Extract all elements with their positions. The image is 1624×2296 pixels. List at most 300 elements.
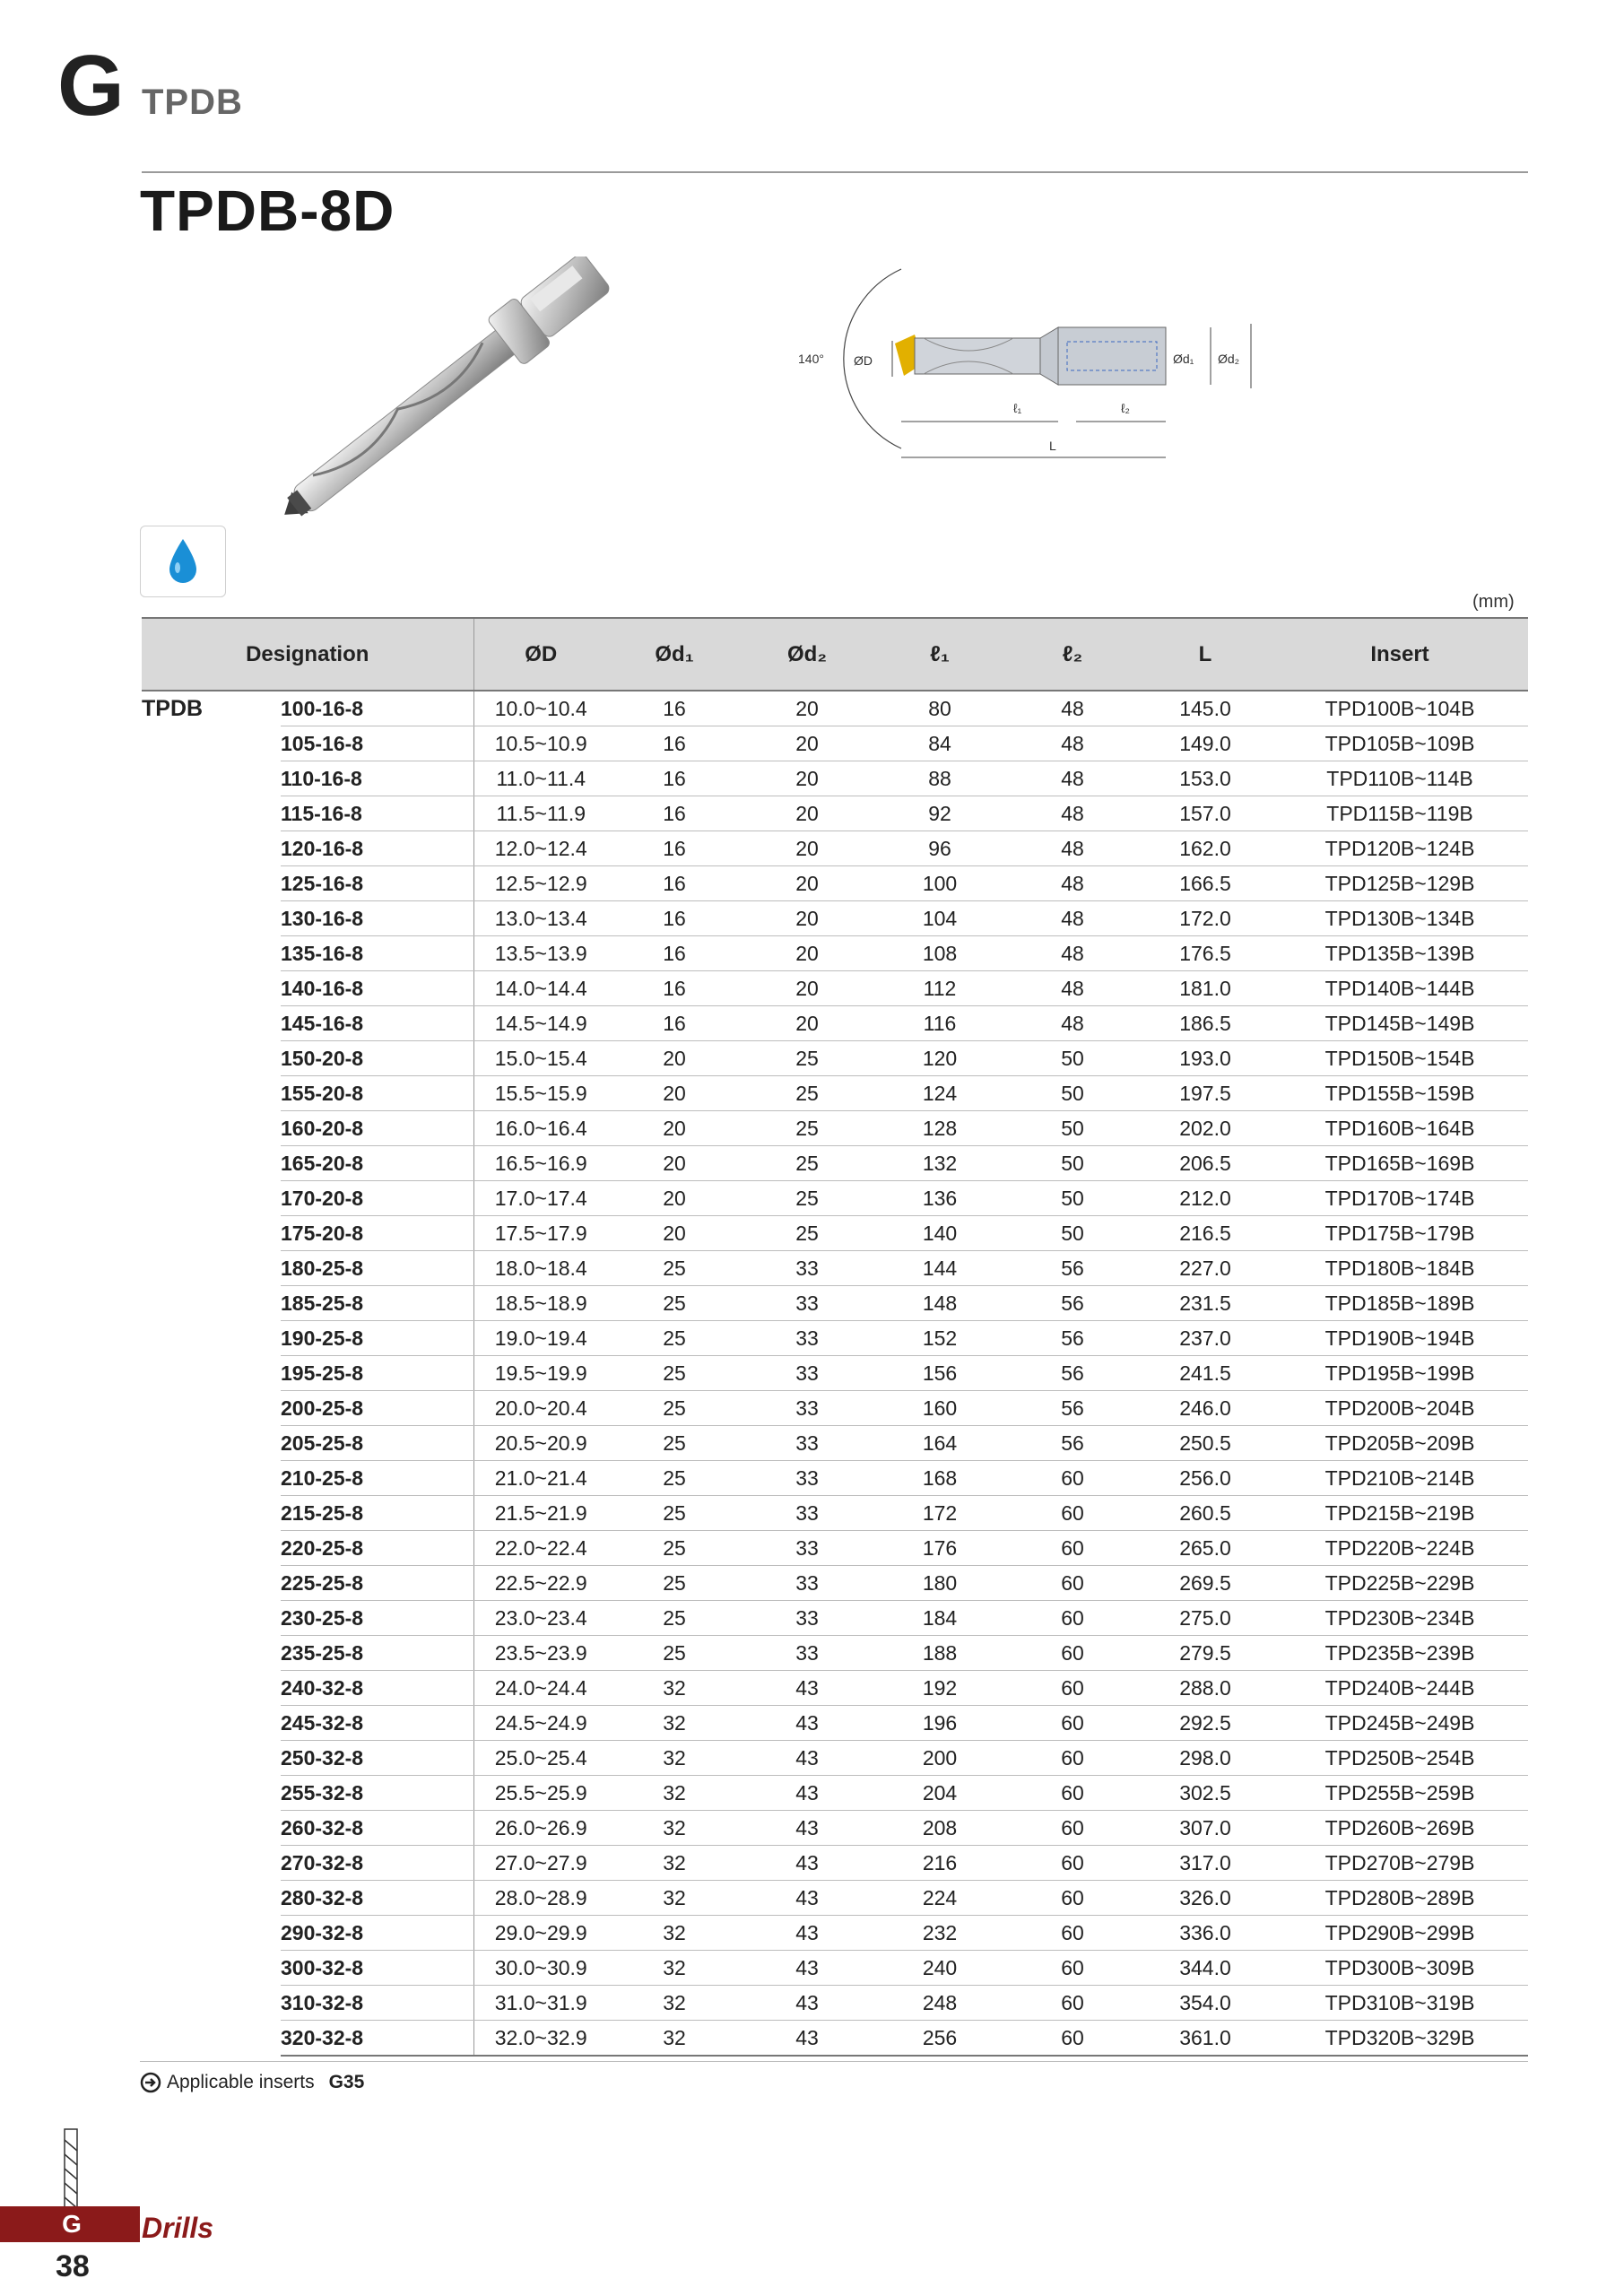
l1-cell: 232 bbox=[873, 1916, 1006, 1951]
dia-cell: 20.5~20.9 bbox=[473, 1426, 608, 1461]
dia-cell: 19.0~19.4 bbox=[473, 1321, 608, 1356]
l1-cell: 80 bbox=[873, 691, 1006, 726]
model-cell: 125-16-8 bbox=[281, 866, 473, 901]
d1-cell: 16 bbox=[608, 936, 741, 971]
L-cell: 256.0 bbox=[1139, 1461, 1272, 1496]
dia-cell: 14.5~14.9 bbox=[473, 1006, 608, 1041]
table-row bbox=[142, 1846, 1528, 1881]
l2-cell: 60 bbox=[1006, 1986, 1139, 2021]
l2-cell: 48 bbox=[1006, 936, 1139, 971]
l1-cell: 256 bbox=[873, 2021, 1006, 2057]
d2-cell: 33 bbox=[741, 1321, 873, 1356]
l1-cell: 140 bbox=[873, 1216, 1006, 1251]
insert-cell: TPD110B~114B bbox=[1272, 761, 1528, 796]
dim-d2-label: Ød₂ bbox=[1218, 352, 1240, 366]
d2-cell: 43 bbox=[741, 1986, 873, 2021]
L-cell: 193.0 bbox=[1139, 1041, 1272, 1076]
d2-cell: 33 bbox=[741, 1426, 873, 1461]
d1-cell: 16 bbox=[608, 796, 741, 831]
l1-cell: 248 bbox=[873, 1986, 1006, 2021]
model-cell: 190-25-8 bbox=[281, 1321, 473, 1356]
table-row bbox=[142, 1251, 1528, 1286]
L-cell: 162.0 bbox=[1139, 831, 1272, 866]
d2-cell: 33 bbox=[741, 1531, 873, 1566]
series-cell bbox=[142, 971, 281, 1006]
model-cell: 245-32-8 bbox=[281, 1706, 473, 1741]
series-cell bbox=[142, 2021, 281, 2057]
dia-cell: 24.5~24.9 bbox=[473, 1706, 608, 1741]
d2-cell: 33 bbox=[741, 1461, 873, 1496]
L-cell: 275.0 bbox=[1139, 1601, 1272, 1636]
table-row bbox=[142, 1706, 1528, 1741]
dia-cell: 16.5~16.9 bbox=[473, 1146, 608, 1181]
l2-cell: 60 bbox=[1006, 1951, 1139, 1986]
series-cell bbox=[142, 1321, 281, 1356]
insert-cell: TPD225B~229B bbox=[1272, 1566, 1528, 1601]
insert-cell: TPD125B~129B bbox=[1272, 866, 1528, 901]
L-cell: 145.0 bbox=[1139, 691, 1272, 726]
d1-cell: 25 bbox=[608, 1321, 741, 1356]
d2-cell: 25 bbox=[741, 1041, 873, 1076]
dia-cell: 13.0~13.4 bbox=[473, 901, 608, 936]
d1-cell: 16 bbox=[608, 831, 741, 866]
l2-cell: 60 bbox=[1006, 1916, 1139, 1951]
header-l1: ℓ₁ bbox=[873, 618, 1006, 691]
header-d1: Ød₁ bbox=[608, 618, 741, 691]
series-cell bbox=[142, 1951, 281, 1986]
model-cell: 230-25-8 bbox=[281, 1601, 473, 1636]
dia-cell: 13.5~13.9 bbox=[473, 936, 608, 971]
model-cell: 110-16-8 bbox=[281, 761, 473, 796]
model-cell: 105-16-8 bbox=[281, 726, 473, 761]
table-row bbox=[142, 1006, 1528, 1041]
insert-cell: TPD310B~319B bbox=[1272, 1986, 1528, 2021]
l2-cell: 48 bbox=[1006, 761, 1139, 796]
d2-cell: 33 bbox=[741, 1391, 873, 1426]
insert-cell: TPD185B~189B bbox=[1272, 1286, 1528, 1321]
d2-cell: 20 bbox=[741, 971, 873, 1006]
l2-cell: 56 bbox=[1006, 1251, 1139, 1286]
series-cell bbox=[142, 796, 281, 831]
table-row bbox=[142, 1181, 1528, 1216]
table-row bbox=[142, 1916, 1528, 1951]
d1-cell: 25 bbox=[608, 1426, 741, 1461]
L-cell: 292.5 bbox=[1139, 1706, 1272, 1741]
d1-cell: 25 bbox=[608, 1496, 741, 1531]
d1-cell: 25 bbox=[608, 1531, 741, 1566]
L-cell: 206.5 bbox=[1139, 1146, 1272, 1181]
d1-cell: 32 bbox=[608, 1811, 741, 1846]
series-cell bbox=[142, 1146, 281, 1181]
table-row bbox=[142, 971, 1528, 1006]
series-cell bbox=[142, 1216, 281, 1251]
dia-cell: 32.0~32.9 bbox=[473, 2021, 608, 2057]
model-cell: 310-32-8 bbox=[281, 1986, 473, 2021]
L-cell: 354.0 bbox=[1139, 1986, 1272, 2021]
series-cell bbox=[142, 1881, 281, 1916]
table-row bbox=[142, 761, 1528, 796]
insert-cell: TPD165B~169B bbox=[1272, 1146, 1528, 1181]
model-cell: 170-20-8 bbox=[281, 1181, 473, 1216]
header-insert: Insert bbox=[1272, 618, 1528, 691]
insert-cell: TPD250B~254B bbox=[1272, 1741, 1528, 1776]
section-name: TPDB bbox=[142, 83, 243, 122]
L-cell: 241.5 bbox=[1139, 1356, 1272, 1391]
L-cell: 212.0 bbox=[1139, 1181, 1272, 1216]
dim-L-label: L bbox=[1049, 439, 1056, 453]
model-cell: 195-25-8 bbox=[281, 1356, 473, 1391]
coolant-badge bbox=[140, 526, 226, 597]
l1-cell: 168 bbox=[873, 1461, 1006, 1496]
insert-cell: TPD205B~209B bbox=[1272, 1426, 1528, 1461]
table-row bbox=[142, 1881, 1528, 1916]
d1-cell: 16 bbox=[608, 1006, 741, 1041]
d1-cell: 16 bbox=[608, 761, 741, 796]
d2-cell: 20 bbox=[741, 761, 873, 796]
d2-cell: 43 bbox=[741, 1741, 873, 1776]
L-cell: 298.0 bbox=[1139, 1741, 1272, 1776]
page-number: 38 bbox=[56, 2249, 90, 2283]
l1-cell: 128 bbox=[873, 1111, 1006, 1146]
insert-cell: TPD170B~174B bbox=[1272, 1181, 1528, 1216]
d1-cell: 32 bbox=[608, 1846, 741, 1881]
d2-cell: 20 bbox=[741, 831, 873, 866]
d1-cell: 32 bbox=[608, 1951, 741, 1986]
insert-cell: TPD130B~134B bbox=[1272, 901, 1528, 936]
arrow-circle-icon bbox=[140, 2072, 161, 2093]
series-cell bbox=[142, 726, 281, 761]
L-cell: 246.0 bbox=[1139, 1391, 1272, 1426]
l2-cell: 48 bbox=[1006, 866, 1139, 901]
dia-cell: 10.0~10.4 bbox=[473, 691, 608, 726]
L-cell: 166.5 bbox=[1139, 866, 1272, 901]
series-cell bbox=[142, 1916, 281, 1951]
model-cell: 150-20-8 bbox=[281, 1041, 473, 1076]
l1-cell: 112 bbox=[873, 971, 1006, 1006]
insert-cell: TPD100B~104B bbox=[1272, 691, 1528, 726]
series-cell bbox=[142, 1601, 281, 1636]
l2-cell: 56 bbox=[1006, 1426, 1139, 1461]
header-designation: Designation bbox=[142, 618, 473, 691]
table-row bbox=[142, 1041, 1528, 1076]
d1-cell: 25 bbox=[608, 1286, 741, 1321]
dia-cell: 27.0~27.9 bbox=[473, 1846, 608, 1881]
header-d2: Ød₂ bbox=[741, 618, 873, 691]
insert-cell: TPD160B~164B bbox=[1272, 1111, 1528, 1146]
series-cell bbox=[142, 1286, 281, 1321]
insert-cell: TPD230B~234B bbox=[1272, 1601, 1528, 1636]
l2-cell: 56 bbox=[1006, 1391, 1139, 1426]
insert-cell: TPD120B~124B bbox=[1272, 831, 1528, 866]
L-cell: 181.0 bbox=[1139, 971, 1272, 1006]
table-row bbox=[142, 936, 1528, 971]
d2-cell: 43 bbox=[741, 1776, 873, 1811]
insert-cell: TPD290B~299B bbox=[1272, 1916, 1528, 1951]
table-row bbox=[142, 1531, 1528, 1566]
dim-d1-label: Ød₁ bbox=[1173, 352, 1194, 366]
table-row bbox=[142, 726, 1528, 761]
dia-cell: 28.0~28.9 bbox=[473, 1881, 608, 1916]
insert-cell: TPD235B~239B bbox=[1272, 1636, 1528, 1671]
table-row bbox=[142, 1391, 1528, 1426]
d1-cell: 20 bbox=[608, 1111, 741, 1146]
series-cell bbox=[142, 1076, 281, 1111]
series-cell bbox=[142, 1391, 281, 1426]
table-row bbox=[142, 1636, 1528, 1671]
l2-cell: 50 bbox=[1006, 1111, 1139, 1146]
insert-cell: TPD135B~139B bbox=[1272, 936, 1528, 971]
spec-table bbox=[142, 617, 1528, 2057]
model-cell: 250-32-8 bbox=[281, 1741, 473, 1776]
d2-cell: 25 bbox=[741, 1146, 873, 1181]
d1-cell: 25 bbox=[608, 1636, 741, 1671]
d2-cell: 33 bbox=[741, 1356, 873, 1391]
l1-cell: 104 bbox=[873, 901, 1006, 936]
table-header-row bbox=[142, 618, 1528, 691]
dim-D-label: ØD bbox=[854, 353, 873, 368]
d1-cell: 32 bbox=[608, 1741, 741, 1776]
l2-cell: 56 bbox=[1006, 1356, 1139, 1391]
dia-cell: 24.0~24.4 bbox=[473, 1671, 608, 1706]
L-cell: 176.5 bbox=[1139, 936, 1272, 971]
d2-cell: 43 bbox=[741, 1706, 873, 1741]
d1-cell: 32 bbox=[608, 1881, 741, 1916]
model-cell: 260-32-8 bbox=[281, 1811, 473, 1846]
insert-cell: TPD115B~119B bbox=[1272, 796, 1528, 831]
l2-cell: 48 bbox=[1006, 1006, 1139, 1041]
table-row bbox=[142, 1811, 1528, 1846]
series-cell bbox=[142, 1496, 281, 1531]
L-cell: 336.0 bbox=[1139, 1916, 1272, 1951]
model-cell: 140-16-8 bbox=[281, 971, 473, 1006]
series-cell bbox=[142, 1251, 281, 1286]
l2-cell: 48 bbox=[1006, 796, 1139, 831]
insert-cell: TPD175B~179B bbox=[1272, 1216, 1528, 1251]
l2-cell: 50 bbox=[1006, 1076, 1139, 1111]
d1-cell: 25 bbox=[608, 1461, 741, 1496]
L-cell: 250.5 bbox=[1139, 1426, 1272, 1461]
L-cell: 344.0 bbox=[1139, 1951, 1272, 1986]
l2-cell: 60 bbox=[1006, 1566, 1139, 1601]
d1-cell: 25 bbox=[608, 1601, 741, 1636]
l1-cell: 176 bbox=[873, 1531, 1006, 1566]
L-cell: 227.0 bbox=[1139, 1251, 1272, 1286]
d2-cell: 25 bbox=[741, 1216, 873, 1251]
insert-cell: TPD190B~194B bbox=[1272, 1321, 1528, 1356]
model-cell: 130-16-8 bbox=[281, 901, 473, 936]
l2-cell: 50 bbox=[1006, 1041, 1139, 1076]
model-cell: 300-32-8 bbox=[281, 1951, 473, 1986]
insert-cell: TPD105B~109B bbox=[1272, 726, 1528, 761]
d1-cell: 25 bbox=[608, 1566, 741, 1601]
model-cell: 115-16-8 bbox=[281, 796, 473, 831]
d1-cell: 20 bbox=[608, 1216, 741, 1251]
l1-cell: 100 bbox=[873, 866, 1006, 901]
L-cell: 149.0 bbox=[1139, 726, 1272, 761]
series-cell bbox=[142, 1426, 281, 1461]
L-cell: 302.5 bbox=[1139, 1776, 1272, 1811]
d2-cell: 25 bbox=[741, 1181, 873, 1216]
model-cell: 165-20-8 bbox=[281, 1146, 473, 1181]
d2-cell: 33 bbox=[741, 1496, 873, 1531]
l2-cell: 60 bbox=[1006, 1636, 1139, 1671]
l2-cell: 60 bbox=[1006, 1496, 1139, 1531]
footnote-page-ref[interactable]: G35 bbox=[328, 2072, 365, 2092]
dia-cell: 16.0~16.4 bbox=[473, 1111, 608, 1146]
series-cell bbox=[142, 1846, 281, 1881]
L-cell: 361.0 bbox=[1139, 2021, 1272, 2057]
l1-cell: 124 bbox=[873, 1076, 1006, 1111]
model-cell: 270-32-8 bbox=[281, 1846, 473, 1881]
l2-cell: 60 bbox=[1006, 1741, 1139, 1776]
model-cell: 290-32-8 bbox=[281, 1916, 473, 1951]
d2-cell: 43 bbox=[741, 1916, 873, 1951]
series-cell bbox=[142, 1706, 281, 1741]
l2-cell: 50 bbox=[1006, 1216, 1139, 1251]
L-cell: 197.5 bbox=[1139, 1076, 1272, 1111]
l1-cell: 116 bbox=[873, 1006, 1006, 1041]
d1-cell: 25 bbox=[608, 1356, 741, 1391]
dia-cell: 21.0~21.4 bbox=[473, 1461, 608, 1496]
insert-cell: TPD155B~159B bbox=[1272, 1076, 1528, 1111]
L-cell: 153.0 bbox=[1139, 761, 1272, 796]
l1-cell: 88 bbox=[873, 761, 1006, 796]
dia-cell: 11.0~11.4 bbox=[473, 761, 608, 796]
l2-cell: 60 bbox=[1006, 1671, 1139, 1706]
L-cell: 260.5 bbox=[1139, 1496, 1272, 1531]
l2-cell: 48 bbox=[1006, 831, 1139, 866]
d1-cell: 32 bbox=[608, 1671, 741, 1706]
dia-cell: 18.0~18.4 bbox=[473, 1251, 608, 1286]
l1-cell: 152 bbox=[873, 1321, 1006, 1356]
L-cell: 265.0 bbox=[1139, 1531, 1272, 1566]
l1-cell: 224 bbox=[873, 1881, 1006, 1916]
model-cell: 100-16-8 bbox=[281, 691, 473, 726]
l2-cell: 60 bbox=[1006, 1601, 1139, 1636]
model-cell: 185-25-8 bbox=[281, 1286, 473, 1321]
insert-cell: TPD270B~279B bbox=[1272, 1846, 1528, 1881]
model-cell: 225-25-8 bbox=[281, 1566, 473, 1601]
l1-cell: 192 bbox=[873, 1671, 1006, 1706]
l2-cell: 48 bbox=[1006, 901, 1139, 936]
l2-cell: 48 bbox=[1006, 726, 1139, 761]
d2-cell: 20 bbox=[741, 726, 873, 761]
d2-cell: 33 bbox=[741, 1636, 873, 1671]
table-row bbox=[142, 1461, 1528, 1496]
l2-cell: 48 bbox=[1006, 971, 1139, 1006]
series-cell bbox=[142, 1671, 281, 1706]
insert-cell: TPD210B~214B bbox=[1272, 1461, 1528, 1496]
dia-cell: 20.0~20.4 bbox=[473, 1391, 608, 1426]
dia-cell: 23.0~23.4 bbox=[473, 1601, 608, 1636]
table-row bbox=[142, 1426, 1528, 1461]
d2-cell: 43 bbox=[741, 1846, 873, 1881]
l1-cell: 84 bbox=[873, 726, 1006, 761]
L-cell: 202.0 bbox=[1139, 1111, 1272, 1146]
d1-cell: 25 bbox=[608, 1251, 741, 1286]
d1-cell: 20 bbox=[608, 1041, 741, 1076]
d1-cell: 20 bbox=[608, 1181, 741, 1216]
d2-cell: 33 bbox=[741, 1286, 873, 1321]
section-tab-letter[interactable]: G bbox=[0, 2206, 133, 2242]
table-row bbox=[142, 1671, 1528, 1706]
footnote bbox=[140, 2072, 364, 2093]
model-cell: 220-25-8 bbox=[281, 1531, 473, 1566]
d1-cell: 32 bbox=[608, 2021, 741, 2057]
d2-cell: 25 bbox=[741, 1111, 873, 1146]
l1-cell: 92 bbox=[873, 796, 1006, 831]
dia-cell: 29.0~29.9 bbox=[473, 1916, 608, 1951]
table-row bbox=[142, 1566, 1528, 1601]
series-cell bbox=[142, 1041, 281, 1076]
model-cell: 240-32-8 bbox=[281, 1671, 473, 1706]
insert-cell: TPD300B~309B bbox=[1272, 1951, 1528, 1986]
model-cell: 235-25-8 bbox=[281, 1636, 473, 1671]
dia-cell: 19.5~19.9 bbox=[473, 1356, 608, 1391]
table-row bbox=[142, 2021, 1528, 2057]
d1-cell: 16 bbox=[608, 866, 741, 901]
insert-cell: TPD245B~249B bbox=[1272, 1706, 1528, 1741]
l1-cell: 96 bbox=[873, 831, 1006, 866]
model-cell: 120-16-8 bbox=[281, 831, 473, 866]
d1-cell: 32 bbox=[608, 1916, 741, 1951]
section-tab-name[interactable]: Drills bbox=[142, 2212, 214, 2244]
series-cell bbox=[142, 831, 281, 866]
l1-cell: 172 bbox=[873, 1496, 1006, 1531]
series-cell bbox=[142, 1356, 281, 1391]
d2-cell: 20 bbox=[741, 901, 873, 936]
dia-cell: 22.0~22.4 bbox=[473, 1531, 608, 1566]
insert-cell: TPD320B~329B bbox=[1272, 2021, 1528, 2057]
model-cell: 280-32-8 bbox=[281, 1881, 473, 1916]
series-cell bbox=[142, 1566, 281, 1601]
l1-cell: 180 bbox=[873, 1566, 1006, 1601]
table-body bbox=[142, 691, 1528, 2056]
model-cell: 320-32-8 bbox=[281, 2021, 473, 2057]
dia-cell: 22.5~22.9 bbox=[473, 1566, 608, 1601]
dia-cell: 21.5~21.9 bbox=[473, 1496, 608, 1531]
l1-cell: 188 bbox=[873, 1636, 1006, 1671]
coolant-drop-icon bbox=[166, 537, 200, 586]
header-divider bbox=[142, 171, 1528, 173]
table-row bbox=[142, 1601, 1528, 1636]
d1-cell: 32 bbox=[608, 1986, 741, 2021]
d1-cell: 20 bbox=[608, 1146, 741, 1181]
l2-cell: 60 bbox=[1006, 1881, 1139, 1916]
L-cell: 279.5 bbox=[1139, 1636, 1272, 1671]
series-cell bbox=[142, 1181, 281, 1216]
series-cell bbox=[142, 1811, 281, 1846]
d2-cell: 43 bbox=[741, 1811, 873, 1846]
model-cell: 145-16-8 bbox=[281, 1006, 473, 1041]
insert-cell: TPD255B~259B bbox=[1272, 1776, 1528, 1811]
header-D: ØD bbox=[473, 618, 608, 691]
dia-cell: 15.0~15.4 bbox=[473, 1041, 608, 1076]
insert-cell: TPD140B~144B bbox=[1272, 971, 1528, 1006]
table-row bbox=[142, 1776, 1528, 1811]
table-row bbox=[142, 1741, 1528, 1776]
L-cell: 216.5 bbox=[1139, 1216, 1272, 1251]
dia-cell: 15.5~15.9 bbox=[473, 1076, 608, 1111]
insert-cell: TPD150B~154B bbox=[1272, 1041, 1528, 1076]
model-cell: 255-32-8 bbox=[281, 1776, 473, 1811]
model-cell: 175-20-8 bbox=[281, 1216, 473, 1251]
model-cell: 200-25-8 bbox=[281, 1391, 473, 1426]
d2-cell: 20 bbox=[741, 936, 873, 971]
product-photo bbox=[251, 257, 646, 517]
d2-cell: 33 bbox=[741, 1251, 873, 1286]
dia-cell: 14.0~14.4 bbox=[473, 971, 608, 1006]
